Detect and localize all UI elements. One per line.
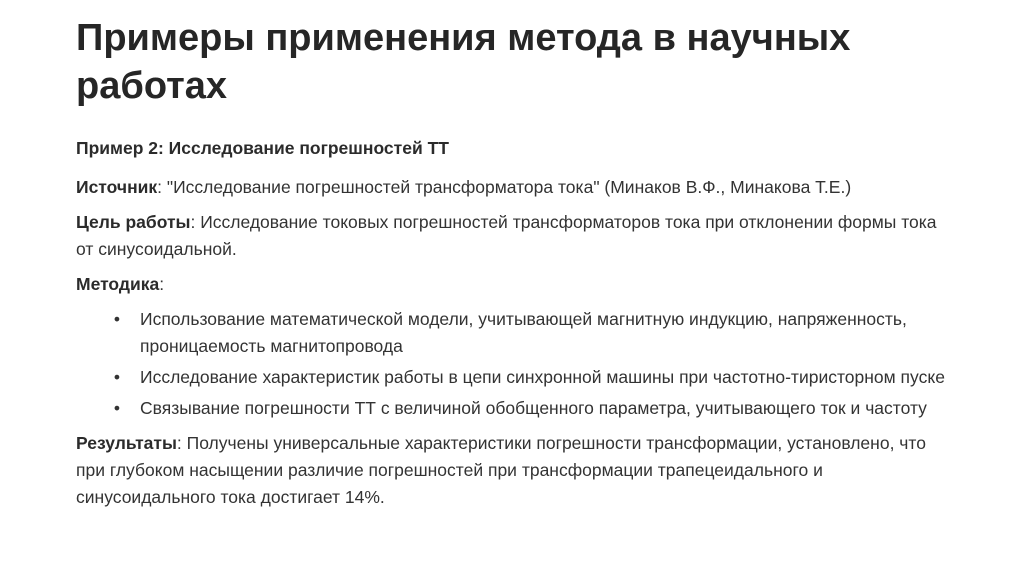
method-list (76, 306, 956, 422)
goal-label: Цель работы (76, 212, 191, 232)
example-heading-text: Пример 2: Исследование погрешностей ТТ (76, 138, 449, 158)
slide-content (76, 135, 956, 519)
list-item-text: Исследование характеристик работы в цепи синхронной машины при частотно-тиристорном пуске (140, 367, 945, 387)
goal-paragraph (76, 209, 956, 263)
list-item (110, 364, 956, 391)
slide-title: Примеры применения метода в научных работах (76, 17, 851, 107)
list-item-text: Связывание погрешности ТТ с величиной обобщенного параметра, учитывающего ток и частоту (140, 398, 927, 418)
results-text: : Получены универсальные характеристики погрешности трансформации, установлено, что при глубоком насыщении различие погрешностей при трансформации трапецеидального и синусоидального тока достигает 14%. (76, 433, 926, 507)
method-text: : (159, 274, 165, 294)
method-paragraph (76, 271, 956, 298)
list-item (110, 395, 956, 422)
source-label: Источник (76, 177, 158, 197)
method-label: Методика (76, 274, 160, 294)
results-label: Результаты (76, 433, 177, 453)
list-item (110, 306, 956, 360)
bullet-icon: • (113, 398, 121, 418)
goal-text: : Исследование токовых погрешностей трансформаторов тока при отклонении формы тока от синусоидальной. (76, 212, 937, 259)
bullet-icon: • (113, 367, 121, 387)
list-item-text: Использование математической модели, учитывающей магнитную индукцию, напряженность, проницаемость магнитопровода (140, 309, 907, 356)
source-text: : "Исследование погрешностей трансформатора тока" (Минаков В.Ф., Минакова Т.Е.) (157, 177, 852, 197)
results-paragraph (76, 430, 956, 511)
bullet-icon: • (113, 309, 121, 329)
example-heading (76, 135, 956, 162)
source-paragraph (76, 174, 956, 201)
